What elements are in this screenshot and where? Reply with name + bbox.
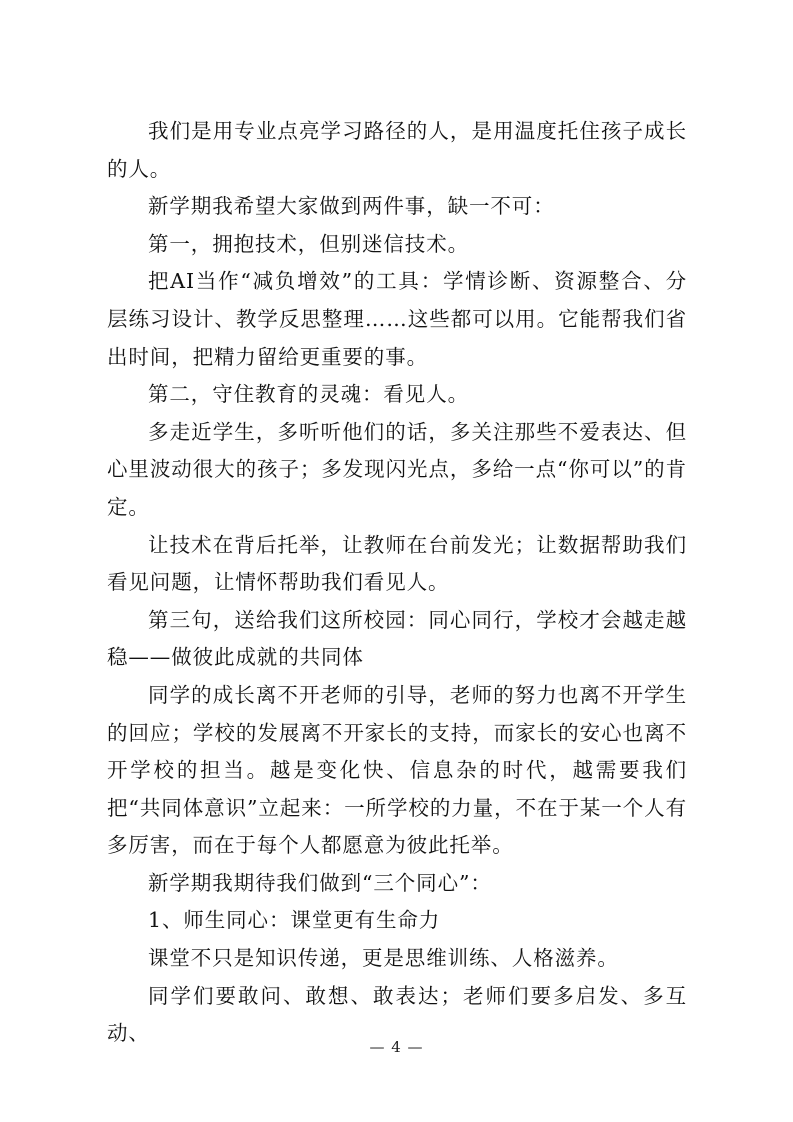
- paragraph: 多走近学生，多听听他们的话，多关注那些不爱表达、但心里波动很大的孩子；多发现闪光点，多给一点“你可以”的肯定。: [107, 419, 687, 519]
- paragraph: 1、师生同心：课堂更有生命力: [148, 908, 441, 933]
- page-number: — 4 —: [369, 1038, 424, 1056]
- paragraph: 课堂不只是知识传递，更是思维训练、人格滋养。: [148, 946, 619, 971]
- paragraph: 第一，拥抱技术，但别迷信技术。: [148, 231, 469, 256]
- paragraph: 第二，守住教育的灵魂：看见人。: [148, 382, 469, 407]
- paragraph: 同学们要敢问、敢想、敢表达；老师们要多启发、多互动、: [107, 983, 687, 1046]
- document-body: [107, 113, 687, 1053]
- paragraph: 把AI当作“减负增效”的工具：学情诊断、资源整合、分层练习设计、教学反思整理……这些都可以用。它能帮我们省出时间，把精力留给更重要的事。: [107, 269, 687, 369]
- paragraph: 第三句，送给我们这所校园：同心同行，学校才会越走越稳——做彼此成就的共同体: [107, 607, 687, 670]
- paragraph: 我们是用专业点亮学习路径的人，是用温度托住孩子成长的人。: [107, 119, 687, 181]
- paragraph: 新学期我期待我们做到“三个同心”：: [148, 870, 492, 895]
- paragraph: 同学的成长离不开老师的引导，老师的努力也离不开学生的回应；学校的发展离不开家长的支持，而家长的安心也离不开学校的担当。越是变化快、信息杂的时代，越需要我们把“共同体意识”立起来：一所学校的力量，不在于某一个人有多厉害，而在于每个人都愿意为彼此托举。: [107, 682, 687, 858]
- paragraph: 新学期我希望大家做到两件事，缺一不可：: [148, 194, 555, 219]
- paragraph: 让技术在背后托举，让教师在台前发光；让数据帮助我们看见问题，让情怀帮助我们看见人。: [107, 532, 687, 595]
